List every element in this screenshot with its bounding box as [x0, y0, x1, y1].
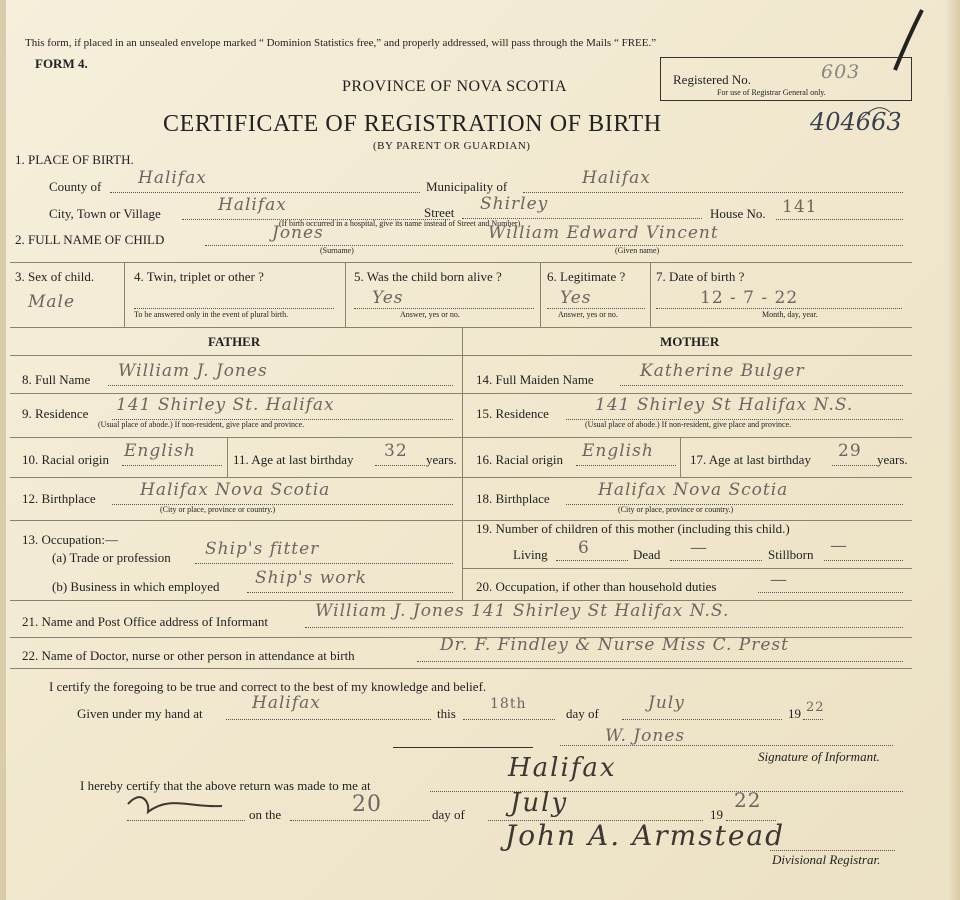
house-label: House No. [710, 206, 766, 221]
given-note: (Given name) [615, 246, 660, 255]
informant-value: William J. Jones 141 Shirley St Halifax N.S. [315, 601, 730, 621]
mother-residence-label: 15. Residence [476, 406, 549, 421]
father-birthplace: Halifax Nova Scotia [140, 480, 331, 500]
informant-signature: W. Jones [605, 726, 686, 746]
corner-pen-mark [895, 10, 922, 70]
living-label: Living [513, 547, 548, 562]
given-under-label: Given under my hand at [77, 706, 203, 721]
return-text: I hereby certify that the above return was made to me at [80, 778, 371, 793]
mother-age-label: 17. Age at last birthday [690, 452, 811, 467]
father-name-label: 8. Full Name [22, 372, 91, 387]
doctor-label: 22. Name of Doctor, nurse or other person in attendance at birth [22, 648, 355, 663]
mother-years: years. [877, 452, 908, 467]
given-year: 22 [806, 700, 825, 715]
return-place: Halifax [508, 753, 617, 783]
registration-month: July [510, 788, 569, 818]
county-value: Halifax [138, 168, 207, 188]
legitimate-label: 6. Legitimate ? [547, 269, 626, 284]
business-label: (b) Business in which employed [52, 579, 220, 594]
this-label: this [437, 706, 456, 721]
certificate-subtitle: (BY PARENT OR GUARDIAN) [373, 140, 531, 152]
father-years: years. [426, 452, 457, 467]
dead-label: Dead [633, 547, 661, 562]
registrar-signature: John A. Armstead [505, 819, 786, 852]
doctor-value: Dr. F. Findley & Nurse Miss C. Prest [440, 635, 789, 655]
municipality-value: Halifax [582, 168, 651, 188]
child-given-name: William Edward Vincent [488, 223, 719, 243]
dead-value: — [690, 538, 708, 558]
registrar-use-note: For use of Registrar General only. [717, 88, 826, 97]
dob-label: 7. Date of birth ? [656, 269, 745, 284]
stillborn-value: — [830, 536, 848, 556]
street-note: (If birth occurred in a hospital, give its name instead of Street and Number) [279, 219, 521, 228]
living-value: 6 [578, 538, 590, 558]
child-name-label: 2. FULL NAME OF CHILD [15, 232, 165, 247]
father-residence-note: (Usual place of abode.) If non-resident, give place and province. [98, 420, 305, 429]
sex-label: 3. Sex of child. [15, 269, 95, 284]
mother-name-label: 14. Full Maiden Name [476, 372, 594, 387]
registration-year: 22 [734, 788, 762, 812]
mother-heading: MOTHER [660, 334, 720, 349]
city-value: Halifax [218, 195, 287, 215]
given-place: Halifax [252, 693, 321, 713]
given-day: 18th [490, 696, 527, 712]
business-value: Ship's work [255, 568, 367, 588]
father-birthplace-note: (City or place, province or country.) [160, 505, 276, 514]
dob-value: 12 - 7 - 22 [700, 288, 799, 308]
father-name: William J. Jones [118, 361, 268, 381]
father-age-label: 11. Age at last birthday [233, 452, 354, 467]
street-value: Shirley [480, 194, 549, 214]
given-month: July [648, 693, 685, 713]
county-label: County of [49, 179, 102, 194]
municipality-label: Municipality of [426, 179, 508, 194]
legitimate-value: Yes [560, 288, 592, 308]
father-residence-label: 9. Residence [22, 406, 89, 421]
sex-value: Male [28, 292, 76, 312]
on-the-label: on the [249, 807, 282, 822]
certificate-title: CERTIFICATE OF REGISTRATION OF BIRTH [163, 111, 662, 137]
number-flourish [862, 108, 890, 118]
form-number: FORM 4. [35, 56, 88, 71]
trade-value: Ship's fitter [205, 539, 320, 559]
house-value: 141 [782, 197, 818, 217]
child-surname: Jones [272, 223, 324, 243]
mother-birthplace-note: (City or place, province or country.) [618, 505, 734, 514]
alive-value: Yes [372, 288, 404, 308]
mother-age: 29 [838, 441, 862, 461]
registration-day-of: day of [432, 807, 465, 822]
given-day-of: day of [566, 706, 599, 721]
alive-label: 5. Was the child born alive ? [354, 269, 502, 284]
certify-statement: I certify the foregoing to be true and correct to the best of my knowledge and belief. [49, 679, 487, 694]
trade-label: (a) Trade or profession [52, 550, 171, 565]
surname-note: (Surname) [320, 246, 354, 255]
mother-birthplace-label: 18. Birthplace [476, 491, 550, 506]
mother-residence-note: (Usual place of abode.) If non-resident, give place and province. [585, 420, 792, 429]
registrar-flourish [128, 797, 222, 812]
registrar-caption: Divisional Registrar. [772, 852, 881, 867]
mother-birthplace: Halifax Nova Scotia [598, 480, 789, 500]
mother-racial: English [582, 441, 654, 461]
stillborn-label: Stillborn [768, 547, 814, 562]
city-label: City, Town or Village [49, 206, 161, 221]
twin-label: 4. Twin, triplet or other ? [134, 269, 264, 284]
father-racial-label: 10. Racial origin [22, 452, 110, 467]
place-heading: 1. PLACE OF BIRTH. [15, 152, 134, 167]
alive-note: Answer, yes or no. [400, 310, 460, 319]
legitimate-note: Answer, yes or no. [558, 310, 618, 319]
twin-note: To be answered only in the event of plural birth. [134, 310, 289, 319]
father-residence: 141 Shirley St. Halifax [116, 395, 335, 415]
father-racial: English [124, 441, 196, 461]
given-year-prefix: 19 [788, 706, 801, 721]
registration-year-prefix: 19 [710, 807, 723, 822]
informant-label: 21. Name and Post Office address of Informant [22, 614, 268, 629]
mother-occupation: — [770, 570, 788, 590]
father-occupation-label: 13. Occupation:— [22, 532, 119, 547]
mail-note: This form, if placed in an unsealed envelope marked “ Dominion Statistics free,” and properly addressed, will pass through the Mails “ FREE.” [25, 37, 657, 49]
mother-name: Katherine Bulger [640, 361, 805, 381]
province-heading: PROVINCE OF NOVA SCOTIA [342, 78, 568, 95]
informant-caption: Signature of Informant. [758, 749, 880, 764]
registered-label: Registered No. [673, 72, 751, 87]
certificate-number: 404663 [810, 108, 902, 136]
father-age: 32 [384, 441, 408, 461]
father-birthplace-label: 12. Birthplace [22, 491, 96, 506]
registered-number: 603 [821, 61, 861, 83]
dob-note: Month, day, year. [762, 310, 818, 319]
street-label: Street [424, 205, 455, 220]
mother-occupation-label: 20. Occupation, if other than household duties [476, 579, 717, 594]
children-count-label: 19. Number of children of this mother (including this child.) [476, 521, 790, 536]
mother-residence: 141 Shirley St Halifax N.S. [595, 395, 854, 415]
mother-racial-label: 16. Racial origin [476, 452, 564, 467]
father-heading: FATHER [208, 334, 261, 349]
registration-day: 20 [352, 792, 382, 817]
